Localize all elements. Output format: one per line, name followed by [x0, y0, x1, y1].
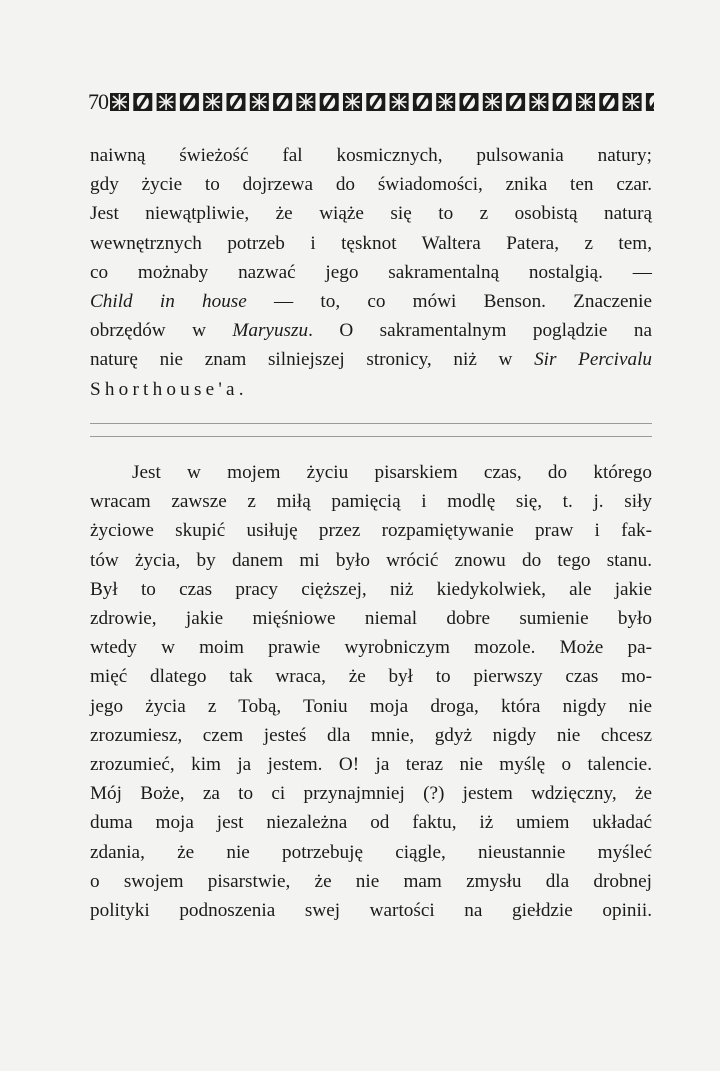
ornament-lattice-icon [390, 93, 409, 111]
paragraph-2-line: duma moja jest niezależna od faktu, iż umiem układać [90, 812, 652, 834]
ornament-oval-icon [646, 93, 654, 111]
ornament-oval-icon [320, 93, 339, 111]
ornament-lattice-icon [576, 93, 595, 111]
paragraph-2-line: polityki podnoszenia swej wartości na giełdzie opinii. [90, 900, 652, 922]
ornament-lattice-icon [296, 93, 315, 111]
ornamental-band [109, 91, 654, 113]
paragraph-2-line: jego życia z Tobą, Toniu moja droga, która nigdy nie [90, 695, 652, 717]
paragraph-2 [90, 458, 652, 925]
paragraph-2-line: zrozumiesz, czem jesteś dla mnie, gdyż nigdy nie chcesz [90, 724, 652, 746]
italic-title: Sir Percivalu [534, 349, 653, 371]
paragraph-1-line: wewnętrznych potrzeb i tęsknot Waltera Patera, z tem, [90, 232, 652, 254]
paragraph-2-line: Jest w mojem życiu pisarskiem czas, do którego [132, 462, 652, 483]
paragraph-2-line: mięć dlatego tak wraca, że był to pierwszy czas mo- [90, 666, 652, 688]
paragraph-1-line [90, 316, 652, 345]
ornament-lattice-icon [157, 93, 176, 111]
ornament-lattice-icon [203, 93, 222, 111]
paragraph-1-line: Jest niewątpliwie, że wiąże się to z osobistą naturą [90, 203, 652, 225]
paragraph-2-line: wracam zawsze z miłą pamięcią i modlę się, t. j. siły [90, 491, 652, 513]
ornament-oval-icon [553, 93, 572, 111]
ornament-lattice-icon [623, 93, 642, 111]
paragraph-2-line: Był to czas pracy cięższej, niż kiedykolwiek, ale jakie [90, 578, 652, 600]
section-divider [90, 436, 652, 437]
paragraph-1-line: Shorthouse'a. [90, 378, 248, 400]
paragraph-2-line: o swojem pisarstwie, że nie mam zmysłu dla drobnej [90, 870, 652, 892]
paragraph-1-line: naiwną świeżość fal kosmicznych, pulsowania natury; [90, 145, 652, 166]
ornament-lattice-icon [483, 93, 502, 111]
ornament-oval-icon [273, 93, 292, 111]
section-divider [90, 423, 652, 424]
paragraph-2-line: Mój Boże, za to ci przynajmniej (?) jestem wdzięczny, że [90, 783, 652, 805]
ornament-oval-icon [413, 93, 432, 111]
paragraph-2-line: tów życia, by danem mi było wrócić znowu do tego stanu. [90, 549, 652, 571]
ornament-lattice-icon [343, 93, 362, 111]
ornament-lattice-icon [110, 93, 129, 111]
paragraph-1-line [90, 287, 652, 316]
paragraph-2-line: zdania, że nie potrzebuję ciągle, nieustannie myśleć [90, 841, 652, 863]
italic-title: Child in house [90, 291, 247, 313]
ornament-oval-icon [227, 93, 246, 111]
ornament-oval-icon [180, 93, 199, 111]
page-number: 70 [88, 89, 108, 114]
ornament-lattice-icon [250, 93, 269, 111]
paragraph-1-line [90, 345, 652, 374]
ornament-oval-icon [599, 93, 618, 111]
ornament-lattice-icon [529, 93, 548, 111]
ornament-pattern-icon [109, 91, 654, 113]
page-header [88, 88, 654, 116]
paragraph-1 [90, 141, 652, 404]
line-text: naturę nie znam silniejszej stronicy, niż w [90, 349, 535, 371]
paragraph-1-line: gdy życie to dojrzewa do świadomości, znika ten czar. [90, 174, 652, 196]
paragraph-2-line: zdrowie, jakie mięśniowe niemal dobre sumienie było [90, 608, 652, 630]
ornament-oval-icon [460, 93, 479, 111]
italic-title: Maryuszu [232, 320, 309, 342]
line-text: . O sakramentalnym poglądzie na [308, 320, 652, 342]
line-text: obrzędów w [90, 320, 233, 342]
ornament-lattice-icon [436, 93, 455, 111]
line-text: — to, co mówi Benson. Znaczenie [246, 291, 652, 313]
ornament-oval-icon [133, 93, 152, 111]
ornament-oval-icon [506, 93, 525, 111]
paragraph-1-line: co możnaby nazwać jego sakramentalną nostalgią. — [90, 261, 652, 283]
paragraph-2-line: zrozumieć, kim ja jestem. O! ja teraz nie myślę o talencie. [90, 754, 652, 776]
paragraph-2-line: wtedy w moim prawie wyrobniczym mozole. Może pa- [90, 637, 652, 659]
ornament-oval-icon [366, 93, 385, 111]
paragraph-2-line: życiowe skupić usiłuję przez rozpamiętywanie praw i fak- [90, 520, 652, 542]
